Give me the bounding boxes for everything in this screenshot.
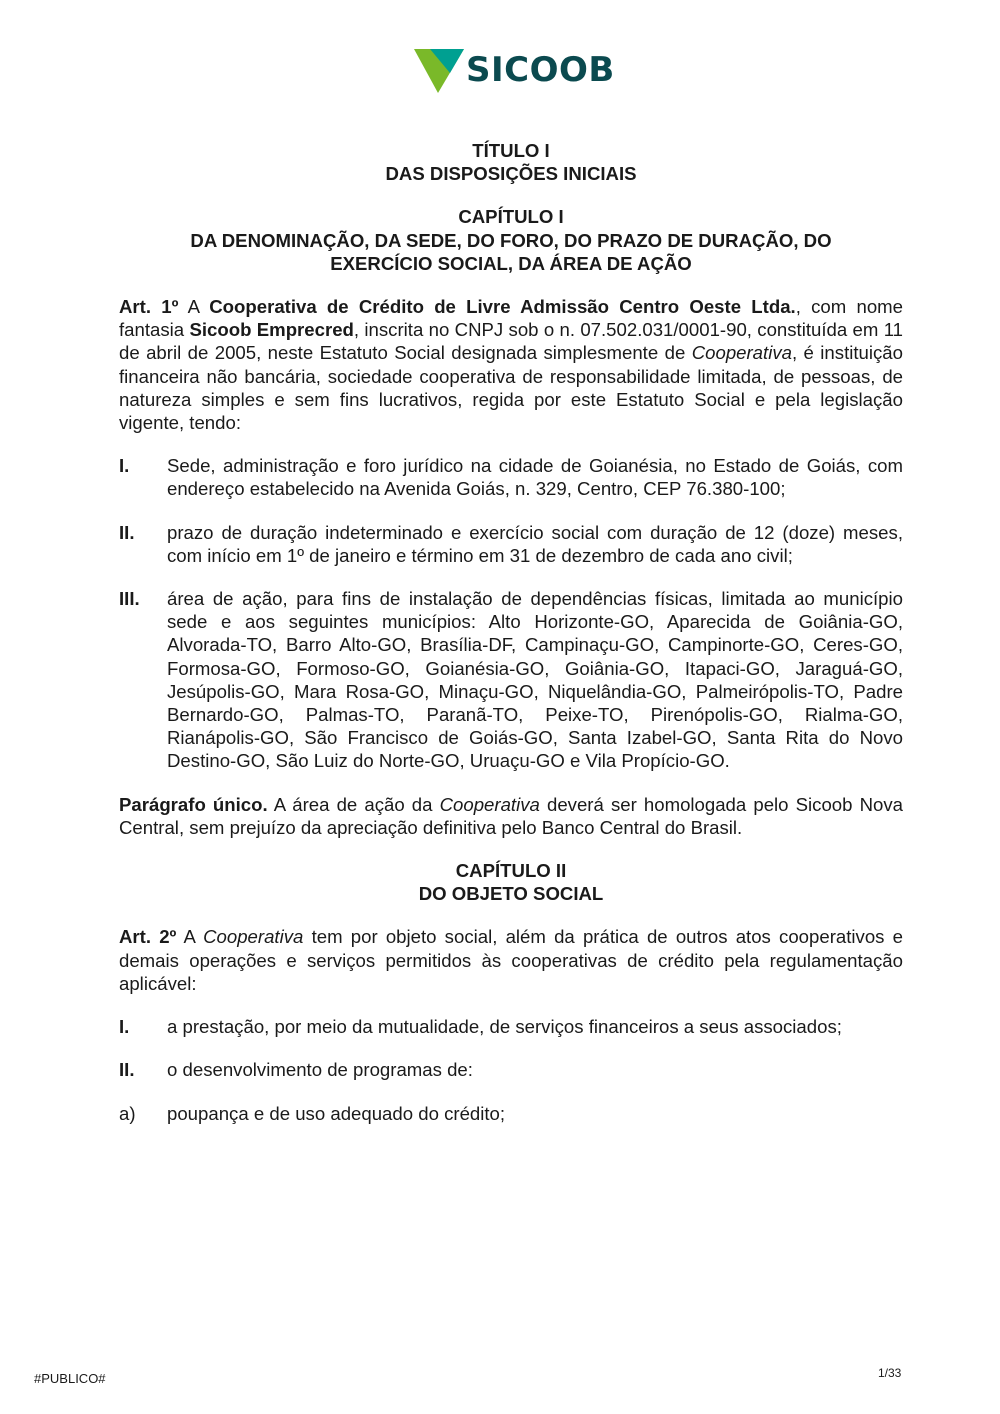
item-text: poupança e de uso adequado do crédito; — [167, 1102, 506, 1124]
list-item — [119, 1102, 903, 1125]
item-text: a prestação, por meio da mutualidade, de serviços financeiros a seus associados; — [167, 1016, 842, 1038]
chapter-2-number: CAPÍTULO II — [455, 860, 567, 882]
item-text: Sede, administração e foro jurídico na cidade de Goianésia, no Estado de Goiás, com endereço estabelecido na Avenida Goiás, n. 329, Centro, CEP 76.380-100; — [167, 455, 903, 500]
article-1-label: Art. 1º — [119, 296, 179, 318]
logo-wordmark: SICOOB — [466, 50, 615, 90]
chapter-1-name-line1: DA DENOMINAÇÃO, DA SEDE, DO FORO, DO PRAZO DE DURAÇÃO, DO — [190, 229, 832, 251]
cooperative-term: Cooperativa — [691, 342, 792, 364]
item-number: II. — [119, 521, 135, 543]
article-1-text: , é instituição financeira não bancária, sociedade cooperativa de responsabilidade limitada, de pessoas, de natureza simples e sem fins lucrativos, regida por este Estatuto Social e pela legislação vigente, tendo: — [119, 342, 903, 434]
article-1 — [119, 295, 903, 434]
item-number: III. — [119, 588, 140, 610]
article-2-label: Art. 2º — [119, 926, 177, 948]
item-text: o desenvolvimento de programas de: — [167, 1059, 473, 1081]
chapter-2-name: DO OBJETO SOCIAL — [418, 883, 604, 905]
sicoob-logo-icon — [414, 45, 464, 95]
article-2-text: A — [176, 926, 204, 948]
item-text: área de ação, para fins de instalação de dependências físicas, limitada ao município sede e aos seguintes municípios: Alto Horizonte-GO, Aparecida de Goiânia-GO, Alvorada-TO, Barro Alto-GO, Brasília-DF, Campinaçu-GO, Campinorte-GO, Ceres-GO, Formosa-GO, Formoso-GO, Goianésia-GO, Goiânia-GO, Itapaci-GO, Jaraguá-GO, Jesúpolis-GO, Mara Rosa-GO, Minaçu-GO, Niquelândia-GO, Palmeirópolis-TO, Padre Bernardo-GO, Palmas-TO, Paranã-TO, Peixe-TO, Pirenópolis-GO, Rialma-GO, Rianápolis-GO, São Francisco de Goiás-GO, Santa Izabel-GO, Santa Rita do Novo Destino-GO, São Luiz do Norte-GO, Uruaçu-GO e Vila Propício-GO. — [167, 588, 903, 772]
sole-paragraph-label: Parágrafo único. — [119, 793, 268, 815]
list-item — [119, 521, 903, 567]
article-1-text: A — [178, 296, 210, 318]
article-1-text: , com nome fantasia — [119, 296, 904, 341]
cooperative-term: Cooperativa — [439, 793, 540, 815]
chapter-1-heading — [119, 205, 903, 275]
page-number: 1/33 — [878, 1366, 902, 1380]
list-item — [119, 454, 903, 500]
cooperative-name: Cooperativa de Crédito de Livre Admissão Centro Oeste Ltda. — [209, 296, 796, 318]
item-number: II. — [119, 1059, 135, 1081]
item-number: I. — [119, 455, 130, 477]
cooperative-term: Cooperativa — [203, 926, 304, 948]
sole-paragraph-text: A área de ação da — [267, 793, 440, 815]
sole-paragraph-text: deverá ser homologada pelo Sicoob Nova Central, sem prejuízo da apreciação definitiva pelo Banco Central do Brasil. — [119, 793, 903, 838]
title-number: TÍTULO I — [472, 140, 550, 161]
sole-paragraph — [119, 793, 903, 839]
article-1-text: , inscrita no CNPJ sob o n. 07.502.031/0001-90, constituída em 11 de abril de 2005, neste Estatuto Social designada simplesmente de — [119, 319, 903, 364]
list-item — [119, 1015, 903, 1038]
sicoob-logo — [414, 44, 615, 96]
item-text: prazo de duração indeterminado e exercício social com duração de 12 (doze) meses, com início em 1º de janeiro e término em 31 de dezembro de cada ano civil; — [167, 521, 903, 566]
item-number: I. — [119, 1016, 130, 1038]
list-item — [119, 1058, 903, 1081]
classification-label: #PUBLICO# — [34, 1371, 106, 1386]
article-2-text: tem por objeto social, além da prática de outros atos cooperativos e demais operações e serviços permitidos às cooperativas de crédito pela regulamentação aplicável: — [119, 926, 903, 994]
title-name: DAS DISPOSIÇÕES INICIAIS — [385, 163, 637, 185]
list-item — [119, 587, 903, 773]
article-2 — [119, 925, 903, 995]
chapter-2-heading — [119, 859, 903, 905]
fantasy-name: Sicoob Emprecred — [189, 319, 354, 341]
chapter-1-name-line2: EXERCÍCIO SOCIAL, DA ÁREA DE AÇÃO — [330, 252, 692, 274]
document-body — [119, 139, 903, 1125]
item-letter: a) — [119, 1102, 136, 1124]
title-heading — [119, 139, 903, 185]
chapter-1-number: CAPÍTULO I — [458, 206, 564, 228]
